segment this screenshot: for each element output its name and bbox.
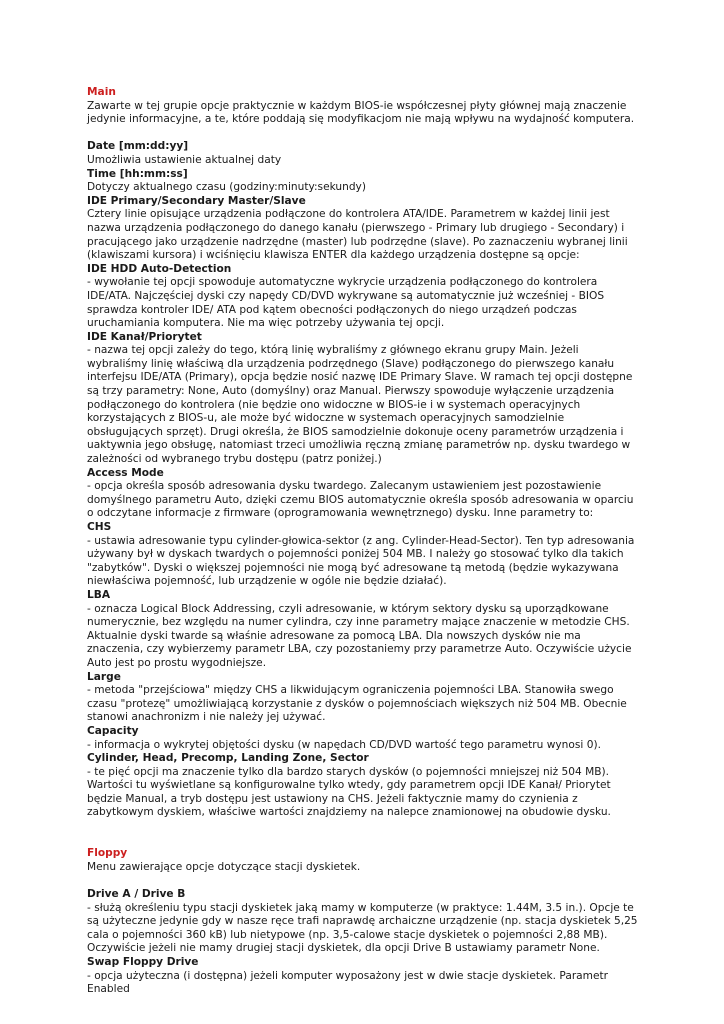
lba-text: - oznacza Logical Block Addressing, czyli adresowanie, w którym sektory dysku są uporządkowane numerycznie, bez względu na numer cylindra, czy inne parametry mające znaczenie w metodzie CHS. Aktualnie dyski twarde są właśnie adresowane za pomocą LBA. Dla nowszych dysków nie ma znaczenia, czy wybierzemy parametr LBA, czy pozostaniemy przy parametrze Auto. Oczywiście użycie Auto jest po prostu wygodniejsze. [87,602,632,669]
main-intro-paragraph: Zawarte w tej grupie opcje praktycznie w każdym BIOS-ie współczesnej płyty głównej mają znaczenie jedynie informacyjne, a te, które poddają się modyfikacjom nie mają wpływu na wydajność komputera. [87,99,635,126]
ide-text: Cztery linie opisujące urządzenia podłączone do kontrolera ATA/IDE. Parametrem w każdej linii jest nazwa urządzenia podłączonego do danego kanału (pierwszego - Primary lub drugiego - Secondary) i pracującego jako urządzenie nadrzędne (master) lub podrzędne (slave). Po zaznaczeniu wybranej linii (klawiszami kursora) i wciśnięciu klawisza ENTER dla każdego urządzenia dostępne są opcje: [87,208,628,262]
cylinder-text: - te pięć opcji ma znaczenie tylko dla bardzo starych dysków (o pojemności mniejszej niż 504 MB). Wartości tu wyświetlane są konfigurowalne tylko wtedy, gdy parametrem opcji IDE Kanał/ Priorytet będzie Manual, a tryb dostępu jest ustawiony na CHS. Jeżeli faktycznie mamy do czynienia z zabytkowym dyskiem, właściwe wartości znajdziemy na nalepce znamionowej na obudowie dysku. [87,765,611,819]
floppy-intro-paragraph: Menu zawierające opcje dotyczące stacji dyskietek. [87,860,361,873]
section-title-main: Main [87,86,116,98]
time-heading: Time [hh:mm:ss] [87,167,188,180]
spacer [87,874,639,888]
access-mode-text: - opcja określa sposób adresowania dysku twardego. Zalecanym ustawieniem jest pozostawienie domyślnego parametru Auto, dzięki czemu BIOS automatycznie określa sposób adresowania w oparciu o odczytane informacje z firmware (oprogramowania wewnętrznego) dysku. Inne parametry to: [87,480,634,520]
document-page [87,86,639,997]
large-text: - metoda "przejściowa" między CHS a likwidującym ograniczenia pojemności LBA. Stanowiła swego czasu "protezę" umożliwiającą korzystanie z dysków o pojemnościach większych niż 504 MB. Obecnie stanowi anachronizm i nie należy jej używać. [87,684,627,724]
spacer [87,127,639,141]
section-title-floppy: Floppy [87,847,128,860]
ide-kanal-heading: IDE Kanał/Priorytet [87,330,202,343]
autodetect-heading: IDE HDD Auto-Detection [87,262,232,275]
spacer [87,820,639,847]
lba-heading: LBA [87,588,111,601]
cylinder-heading: Cylinder, Head, Precomp, Landing Zone, Sector [87,752,369,765]
drive-heading: Drive A / Drive B [87,888,186,901]
drive-text: - służą określeniu typu stacji dyskietek jaką mamy w komputerze (w praktyce: 1.44M, 3.5 in.). Opcje te są użyteczne jedynie gdy w nasze ręce trafi naprawdę archaiczne urządzenie (np. stacja dyskietek 5,25 cala o pojemności 360 kB) lub nietypowe (np. 3,5-calowe stacje dyskietek o pojemności 2,88 MB). Oczywiście jeżeli nie mamy drugiej stacji dyskietek, dla opcji Drive B ustawiamy parametr None. [87,901,638,955]
capacity-heading: Capacity [87,724,139,737]
ide-heading: IDE Primary/Secondary Master/Slave [87,194,306,207]
chs-text: - ustawia adresowanie typu cylinder-głowica-sektor (z ang. Cylinder-Head-Sector). Ten typ adresowania używany był w dyskach twardych o pojemności poniżej 504 MB. I należy go stosować tylko dla takich "zabytków". Dyski o większej pojemności nie mogą być adresowane tą metodą (będzie wykazywana niewłaściwa pojemność, lub urządzenie w ogóle nie będzie działać). [87,534,635,588]
capacity-text: - informacja o wykrytej objętości dysku (w napędach CD/DVD wartość tego parametru wynosi 0). [87,738,601,751]
autodetect-text: - wywołanie tej opcji spowoduje automatyczne wykrycie urządzenia podłączonego do kontrolera IDE/ATA. Najczęściej dyski czy napędy CD/DVD wykrywane są automatycznie już wcześniej - BIOS sprawdza kontroler IDE/ ATA pod kątem obecności podłączonych do niego urządzeń podczas uruchamiania komputera. Nie ma więc potrzeby używania tej opcji. [87,276,605,330]
date-heading: Date [mm:dd:yy] [87,140,189,153]
swap-floppy-heading: Swap Floppy Drive [87,956,199,968]
swap-floppy-text: - opcja użyteczna (i dostępna) jeżeli komputer wyposażony jest w dwie stacje dyskietek. Parametr Enabled [87,969,609,996]
ide-kanal-text: - nazwa tej opcji zależy do tego, którą linię wybraliśmy z głównego ekranu grupy Main. Jeżeli wybraliśmy linię właściwą dla urządzenia podrzędnego (Slave) podłączonego do pierwszego kanału interfejsu IDE/ATA (Primary), opcja będzie nosić nazwę IDE Primary Slave. W ramach tej opcji dostępne są trzy parametry: None, Auto (domyślny) oraz Manual. Pierwszy spowoduje wyłączenie urządzenia podłączonego do kontrolera (nie będzie ono widoczne w BIOS-ie i w systemach operacyjnych korzystających z BIOS-u, ale może być widoczne w systemach operacyjnych samodzielnie obsługujących sprzęt). Drugi określa, że BIOS samodzielnie dokonuje oceny parametrów urządzenia i uaktywnia jego obsługę, natomiast trzeci umożliwia ręczną zmianę parametrów np. dysku twardego w zależności od wybranego trybu dostępu (patrz poniżej.) [87,344,633,466]
time-text: Dotyczy aktualnego czasu (godziny:minuty:sekundy) [87,181,366,194]
large-heading: Large [87,670,121,683]
access-mode-heading: Access Mode [87,466,164,479]
date-text: Umożliwia ustawienie aktualnej daty [87,153,282,166]
chs-heading: CHS [87,521,112,533]
